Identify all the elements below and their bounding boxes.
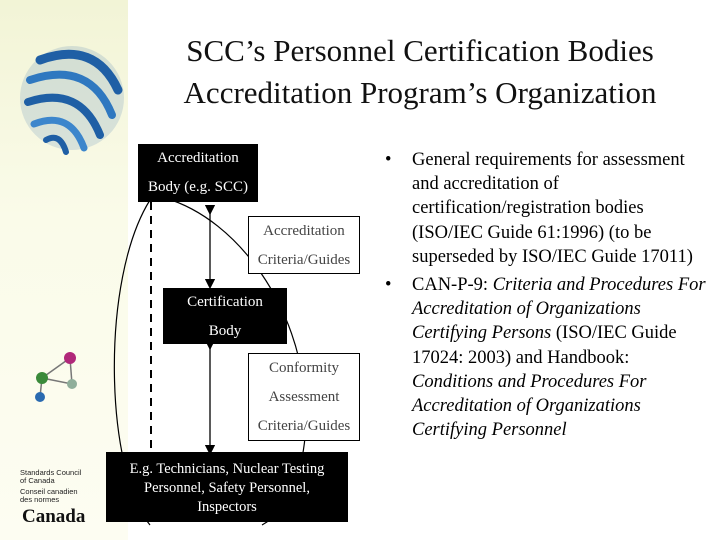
bullet-text-1: General requirements for assessment and accreditation of certification/registration bodies (ISO/IEC Guide 61:1996) (to be superseded by ISO/IEC Guide 17011) <box>412 150 693 267</box>
bullet-item <box>385 148 715 269</box>
bullet-2-part-d: Conditions and Procedures For Accreditation of Organizations Certifying Personnel <box>412 371 647 441</box>
canada-wordmark: Canada <box>22 506 86 527</box>
scc-organization-name <box>20 469 81 504</box>
conformity-criteria-line-1: Conformity <box>269 360 339 376</box>
bullet-2-part-b: Criteria and Procedures For Accreditation of Organizations Certifying Persons <box>412 275 706 344</box>
certification-body-box <box>163 288 287 344</box>
bullet-list <box>385 148 715 446</box>
personnel-line-2: Personnel, Safety Personnel, <box>144 480 310 496</box>
bullet-2-part-a: CAN-P-9: <box>412 275 493 296</box>
accreditation-criteria-box <box>248 216 360 274</box>
personnel-line-1: E.g. Technicians, Nuclear Testing <box>129 461 325 477</box>
personnel-box <box>106 452 348 522</box>
conformity-criteria-box <box>248 353 360 441</box>
accreditation-body-line-2: Body (e.g. SCC) <box>147 179 248 195</box>
certification-body-line-1: Certification <box>187 294 263 310</box>
title-line-2: Accreditation Program’s Organization <box>183 75 657 110</box>
logo-line-1: Standards Council <box>20 468 82 477</box>
logo-line-2: of Canada <box>20 476 55 485</box>
logo-line-3: Conseil canadien <box>20 487 78 496</box>
title-line-1: SCC’s Personnel Certification Bodies <box>186 33 654 68</box>
conformity-criteria-line-3: Criteria/Guides <box>257 418 351 434</box>
personnel-line-3: Inspectors <box>197 499 257 515</box>
bullet-2-part-c: (ISO/IEC Guide 17024: 2003) and Handbook: <box>412 323 677 368</box>
accreditation-body-box <box>138 144 258 202</box>
bullet-item <box>385 273 715 442</box>
accreditation-criteria-line-1: Accreditation <box>263 223 345 239</box>
accreditation-body-line-1: Accreditation <box>157 150 239 166</box>
logo-line-4: des normes <box>20 495 60 504</box>
scc-swirl-logo <box>20 46 124 152</box>
page-title <box>130 30 710 114</box>
certification-body-line-2: Body <box>208 323 242 339</box>
accreditation-criteria-line-2: Criteria/Guides <box>257 252 351 268</box>
molecule-graphic <box>35 352 77 402</box>
conformity-criteria-line-2: Assessment <box>268 389 340 405</box>
